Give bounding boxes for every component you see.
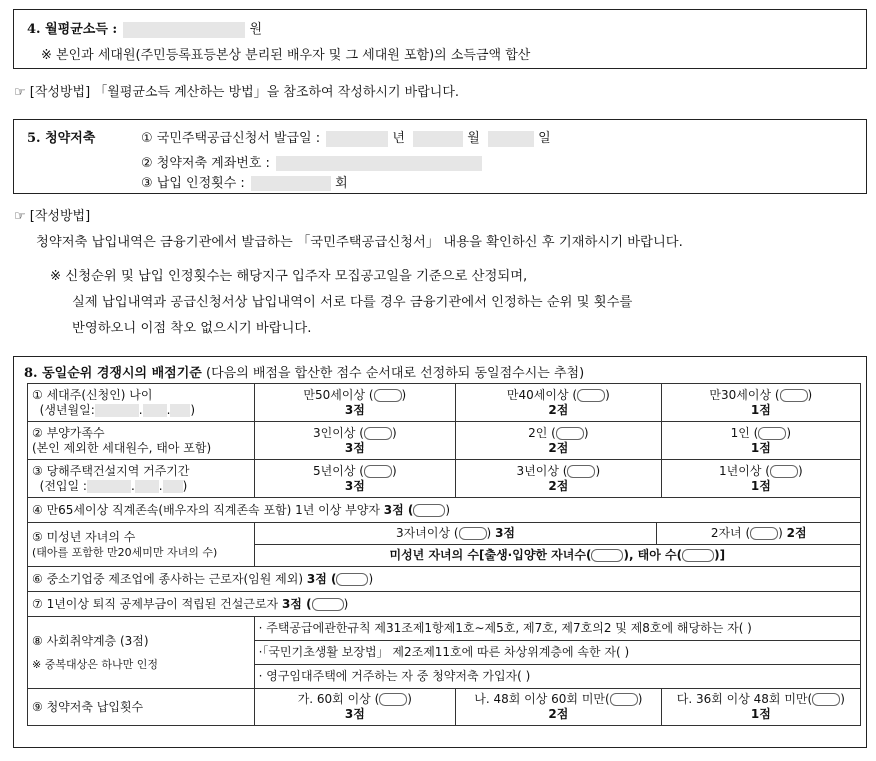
- residence-label-cell: [28, 460, 255, 498]
- children-2-check[interactable]: [750, 527, 778, 540]
- table-row: [28, 617, 861, 641]
- children-2-close: ): [778, 526, 783, 540]
- method-2-line-4: 반영하오니 이점 착오 없으시기 바랍니다.: [72, 321, 312, 336]
- table-row: [28, 567, 861, 592]
- res-1-close: ): [797, 463, 803, 478]
- criteria-table: [27, 383, 861, 726]
- method-2-line-3: 실제 납입내역과 공급신청서상 납입내역이 서로 다를 경우 금융기관에서 인정하는 순위 및 횟수를: [72, 295, 633, 310]
- age-30-option: 만30세이상 (: [709, 387, 780, 402]
- age-30-check[interactable]: [780, 389, 808, 402]
- move-in-row: [32, 479, 250, 494]
- move-in-year-field[interactable]: [87, 480, 131, 493]
- move-in-dot-1: .: [130, 478, 135, 493]
- children-note: (태아를 포함한 만20세미만 자녀의 수): [32, 545, 218, 559]
- section-8-header: [24, 362, 584, 381]
- sme-worker-check[interactable]: [336, 573, 368, 586]
- age-30-close: ): [807, 387, 813, 402]
- children-3-points: 3점: [495, 526, 516, 540]
- construction-worker-check[interactable]: [312, 598, 344, 611]
- res-3-points: 2점: [548, 478, 569, 493]
- vulnerable-item-1[interactable]: · 주택공급에관한규칙 제31조제1항제1호∼제5호, 제7호, 제7호의2 및 제8호에 해당하는 자( ): [254, 617, 860, 641]
- res-3-check[interactable]: [567, 465, 595, 478]
- section-4-row: [27, 18, 262, 38]
- pay-36-close: ): [840, 692, 845, 706]
- birth-month-field[interactable]: [143, 404, 167, 417]
- section-5-label: 5. 청약저축: [27, 131, 96, 146]
- res-3-cell: [456, 460, 662, 498]
- children-detail-1: 미성년 자녀의 수[출생·입양한 자녀수(: [389, 548, 592, 562]
- elderly-support-label: ④ 만65세이상 직계존속(배우자의 직계존속 포함) 1년 이상 부양자: [32, 502, 380, 517]
- vulnerable-item-2[interactable]: ·「국민기초생활 보장법」 제2조제11호에 따른 차상위계층에 속한 자( ): [254, 641, 860, 665]
- sme-worker-label: ⑥ 중소기업중 제조업에 종사하는 근로자(임원 제외): [32, 571, 304, 586]
- fetus-count[interactable]: [682, 549, 714, 562]
- elderly-support-points: 3점 (: [383, 502, 414, 517]
- issue-date-label: ① 국민주택공급신청서 발급일 :: [141, 131, 321, 146]
- dep-1-points: 1점: [750, 440, 771, 455]
- elderly-support-close: ): [445, 502, 451, 517]
- age-50-cell: [254, 384, 455, 422]
- dependents-label: ② 부양가족수: [32, 425, 105, 440]
- move-in-dot-2: .: [158, 478, 163, 493]
- age-40-check[interactable]: [577, 389, 605, 402]
- dep-2-points: 2점: [548, 440, 569, 455]
- children-label: ⑤ 미성년 자녀의 수: [32, 529, 136, 544]
- table-row: [28, 523, 861, 545]
- sme-worker-points: 3점 (: [306, 571, 337, 586]
- month-unit: 월: [467, 131, 480, 146]
- pay-36-option: 다. 36회 이상 48회 미만(: [676, 692, 813, 706]
- age-40-points: 2점: [548, 402, 569, 417]
- construction-worker-cell: [28, 592, 861, 617]
- age-40-close: ): [605, 387, 610, 402]
- construction-worker-label: ⑦ 1년이상 퇴직 공제부금이 적립된 건설근로자: [32, 596, 279, 611]
- children-2-option: 2자녀 (: [710, 526, 751, 540]
- pay-60-close: ): [407, 692, 412, 706]
- monthly-income-field[interactable]: [123, 22, 245, 38]
- account-number-field[interactable]: [276, 156, 482, 171]
- age-label-cell: [28, 384, 255, 422]
- age-50-points: 3점: [344, 402, 365, 417]
- children-label-cell: [28, 523, 255, 567]
- age-label: ① 세대주(신청인) 나이: [32, 387, 153, 402]
- res-1-check[interactable]: [770, 465, 798, 478]
- dep-3-points: 3점: [344, 440, 365, 455]
- method-2-title: ☞ [작성방법]: [14, 209, 91, 224]
- section-8-title: 8. 동일순위 경쟁시의 배점기준: [24, 366, 202, 381]
- section-4-label: 4. 월평균소득 :: [27, 22, 118, 37]
- dep-3-option: 3인이상 (: [313, 425, 364, 440]
- table-row: [28, 689, 861, 726]
- vulnerable-item-3[interactable]: · 영구임대주택에 거주하는 자 중 청약저축 가입자( ): [254, 665, 860, 689]
- pay-36-check[interactable]: [812, 693, 840, 706]
- dep-2-cell: [456, 422, 662, 460]
- issue-date-row: [141, 127, 551, 147]
- pay-48-check[interactable]: [610, 693, 638, 706]
- payment-count-label: ⑨ 청약저축 납입횟수: [28, 689, 255, 726]
- birth-year-field[interactable]: [95, 404, 139, 417]
- construction-worker-close: ): [343, 596, 349, 611]
- dep-2-option: 2인 (: [528, 425, 556, 440]
- table-row: [28, 384, 861, 422]
- birth-date-row: [32, 403, 250, 418]
- won-unit: 원: [249, 22, 263, 37]
- age-40-option: 만40세이상 (: [506, 387, 578, 402]
- vulnerable-note: ※ 중복대상은 하나만 인정: [32, 657, 158, 671]
- res-3-close: ): [595, 463, 601, 478]
- table-row: [28, 422, 861, 460]
- year-unit: 년: [392, 131, 405, 146]
- dep-3-check[interactable]: [364, 427, 392, 440]
- res-5-close: ): [391, 463, 397, 478]
- res-5-check[interactable]: [364, 465, 392, 478]
- children-3-cell: [254, 523, 657, 545]
- day-unit: 일: [538, 131, 551, 146]
- dep-2-check[interactable]: [556, 427, 584, 440]
- pay-48-close: ): [637, 692, 643, 706]
- move-in-month-field[interactable]: [135, 480, 159, 493]
- times-row: [141, 172, 348, 191]
- account-label: ② 청약저축 계좌번호 :: [141, 156, 270, 171]
- section-4-note: ※ 본인과 세대원(주민등록표등본상 분리된 배우자 및 그 세대원 포함)의 소득금액 합산: [41, 48, 531, 63]
- payment-count-field[interactable]: [251, 176, 331, 191]
- residence-label: ③ 당해주택건설지역 거주기간: [32, 463, 190, 478]
- elderly-support-cell: [28, 498, 861, 523]
- dep-1-cell: [661, 422, 860, 460]
- born-adopted-count[interactable]: [591, 549, 623, 562]
- table-row: [28, 592, 861, 617]
- children-detail-cell: [254, 545, 860, 567]
- method-2-line-1: 청약저축 납입내역은 금융기관에서 발급하는 「국민주택공급신청서」 내용을 확인하신 후 기재하시기 바랍니다.: [36, 235, 683, 250]
- method-1: ☞ [작성방법] 「월평균소득 계산하는 방법」을 참조하여 작성하시기 바랍니다.: [14, 85, 460, 100]
- dep-3-close: ): [391, 425, 397, 440]
- method-2-line-2: ※ 신청순위 및 납입 인정횟수는 해당지구 입주자 모집공고일을 기준으로 산정되며,: [50, 269, 528, 284]
- pay-48-option: 나. 48회 이상 60회 미만(: [474, 692, 610, 706]
- birth-close: ): [190, 402, 196, 417]
- children-2-points: 2점: [786, 526, 807, 540]
- dep-3-cell: [254, 422, 455, 460]
- dep-1-option: 1인 (: [730, 425, 759, 440]
- pay-60-cell: [254, 689, 455, 726]
- pay-60-option: 가. 60회 이상 (: [297, 692, 380, 706]
- children-3-option: 3자녀이상 (: [396, 526, 459, 540]
- vulnerable-label-cell: [28, 617, 255, 689]
- pay-60-check[interactable]: [379, 693, 407, 706]
- dependents-note: (본인 제외한 세대원수, 태아 포함): [32, 440, 212, 455]
- section-8-subtitle: (다음의 배점을 합산한 점수 순서대로 선정하되 동일점수시는 추첨): [206, 366, 585, 381]
- res-5-option: 5년이상 (: [313, 463, 364, 478]
- age-50-close: ): [401, 387, 407, 402]
- age-40-cell: [456, 384, 662, 422]
- times-label: ③ 납입 인정횟수 :: [141, 176, 245, 191]
- birth-date-label: (생년월일:: [39, 402, 95, 417]
- sme-worker-close: ): [368, 571, 374, 586]
- times-unit: 회: [335, 176, 348, 191]
- pay-60-points: 3점: [344, 707, 365, 721]
- birth-dot-1: .: [138, 402, 143, 417]
- pay-48-points: 2점: [548, 707, 569, 721]
- table-row: [28, 460, 861, 498]
- age-30-cell: [661, 384, 860, 422]
- account-row: [141, 152, 482, 171]
- age-50-check[interactable]: [374, 389, 402, 402]
- age-30-points: 1점: [750, 402, 771, 417]
- construction-worker-points: 3점 (: [281, 596, 312, 611]
- children-detail-3: )]: [714, 548, 726, 562]
- issue-month-field[interactable]: [413, 131, 463, 147]
- table-row: [28, 498, 861, 523]
- res-1-option: 1년이상 (: [719, 463, 770, 478]
- res-1-points: 1점: [750, 478, 771, 493]
- dep-1-close: ): [786, 425, 792, 440]
- res-5-points: 3점: [344, 478, 365, 493]
- children-3-close: ): [486, 526, 492, 540]
- age-50-option: 만50세이상 (: [303, 387, 374, 402]
- move-in-label: (전입일 :: [39, 478, 87, 493]
- vulnerable-label: ⑧ 사회취약계층 (3점): [32, 633, 149, 648]
- pay-36-cell: [661, 689, 860, 726]
- issue-year-field[interactable]: [326, 131, 388, 147]
- sme-worker-cell: [28, 567, 861, 592]
- dep-2-close: ): [583, 425, 589, 440]
- res-5-cell: [254, 460, 455, 498]
- children-2-cell: [657, 523, 861, 545]
- issue-day-field[interactable]: [488, 131, 534, 147]
- move-in-day-field[interactable]: [163, 480, 183, 493]
- elderly-support-check[interactable]: [413, 504, 445, 517]
- birth-day-field[interactable]: [170, 404, 190, 417]
- move-in-close: ): [182, 478, 188, 493]
- dep-1-check[interactable]: [758, 427, 786, 440]
- birth-dot-2: .: [166, 402, 171, 417]
- res-3-option: 3년이상 (: [516, 463, 568, 478]
- pay-48-cell: [456, 689, 662, 726]
- dependents-label-cell: [28, 422, 255, 460]
- children-3-check[interactable]: [459, 527, 487, 540]
- pay-36-points: 1점: [750, 707, 771, 721]
- children-detail-2: ), 태아 수(: [623, 548, 683, 562]
- res-1-cell: [661, 460, 860, 498]
